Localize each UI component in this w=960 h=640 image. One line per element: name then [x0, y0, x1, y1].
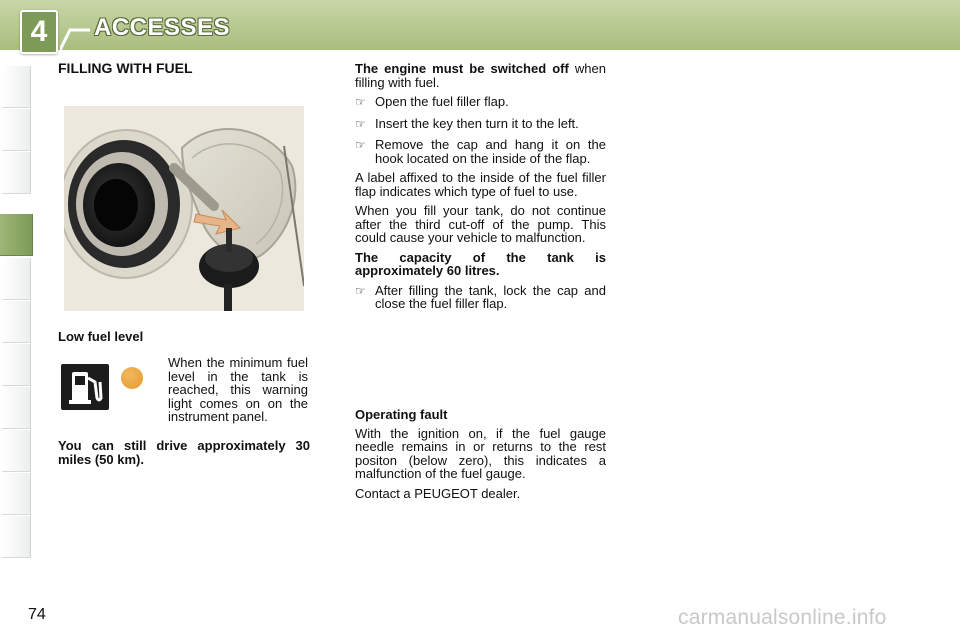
instruction-item: ☞ Insert the key then turn it to the left.	[355, 115, 579, 131]
instruction-item: ☞ Open the fuel filler flap.	[355, 94, 509, 109]
chapter-tab-active[interactable]	[0, 214, 33, 256]
chapter-tab[interactable]	[2, 387, 31, 429]
chapter-number: 4	[20, 10, 58, 54]
drive-note: You can still drive approximately 30 miles (50 km).	[58, 438, 310, 467]
engine-off-rest: when filling with fuel.	[355, 61, 606, 90]
chapter-tab[interactable]	[2, 344, 31, 386]
contact-dealer: Contact a PEUGEOT dealer.	[355, 485, 521, 501]
low-fuel-heading: Low fuel level	[58, 329, 144, 344]
tank-capacity: The capacity of the tank is approximately 60 litres.	[355, 249, 606, 278]
low-fuel-section	[58, 330, 308, 344]
chapter-tab[interactable]	[2, 473, 31, 515]
label-note: A label affixed to the inside of the fuel filler flap indicates which type of fuel to use.	[355, 170, 606, 199]
fuel-filler-photo	[64, 106, 304, 311]
chapter-tab[interactable]	[2, 258, 31, 300]
watermark: carmanualsonline.info	[678, 606, 887, 629]
warning-light-icon	[121, 367, 143, 389]
fuel-pump-warning-icon	[59, 362, 111, 412]
pointing-hand-icon: ☞	[355, 138, 366, 152]
instruction-item: ☞ Remove the cap and hang it on the hook located on the inside of the flap.	[355, 137, 606, 166]
section-title: FILLING WITH FUEL	[58, 60, 193, 76]
pointing-hand-icon: ☞	[355, 283, 366, 298]
chapter-tab[interactable]	[2, 66, 31, 108]
header-decoration	[60, 26, 90, 50]
drive-note-block	[58, 439, 310, 472]
chapter-title: ACCESSES	[94, 14, 231, 41]
engine-off-warning: The engine must be switched off	[355, 61, 569, 76]
chapter-tab[interactable]	[2, 109, 31, 151]
chapter-tab[interactable]	[2, 516, 31, 558]
left-column	[58, 62, 308, 76]
pointing-hand-icon: ☞	[355, 116, 366, 131]
cutoff-note: When you fill your tank, do not continue after the third cut-off of the pump. This could cause your vehicle to malfunction.	[355, 203, 606, 245]
operating-fault-heading: Operating fault	[355, 407, 448, 422]
chapter-tabs	[0, 66, 34, 576]
chapter-tab[interactable]	[2, 152, 31, 194]
instruction-item: ☞ After filling the tank, lock the cap and close the fuel filler flap.	[355, 282, 606, 311]
chapter-tab[interactable]	[2, 301, 31, 343]
page-number: 74	[28, 606, 46, 623]
low-fuel-text-block	[168, 356, 308, 430]
right-column	[355, 62, 606, 318]
low-fuel-text: When the minimum fuel level in the tank is reached, this warning light comes on on the instrument panel.	[168, 355, 308, 424]
operating-fault-text: With the ignition on, if the fuel gauge needle remains in or returns to the rest positon (below zero), this indicates a malfunction of the fuel gauge.	[355, 425, 606, 481]
chapter-tab[interactable]	[2, 430, 31, 472]
operating-fault-section	[355, 408, 606, 506]
pointing-hand-icon: ☞	[355, 95, 366, 109]
